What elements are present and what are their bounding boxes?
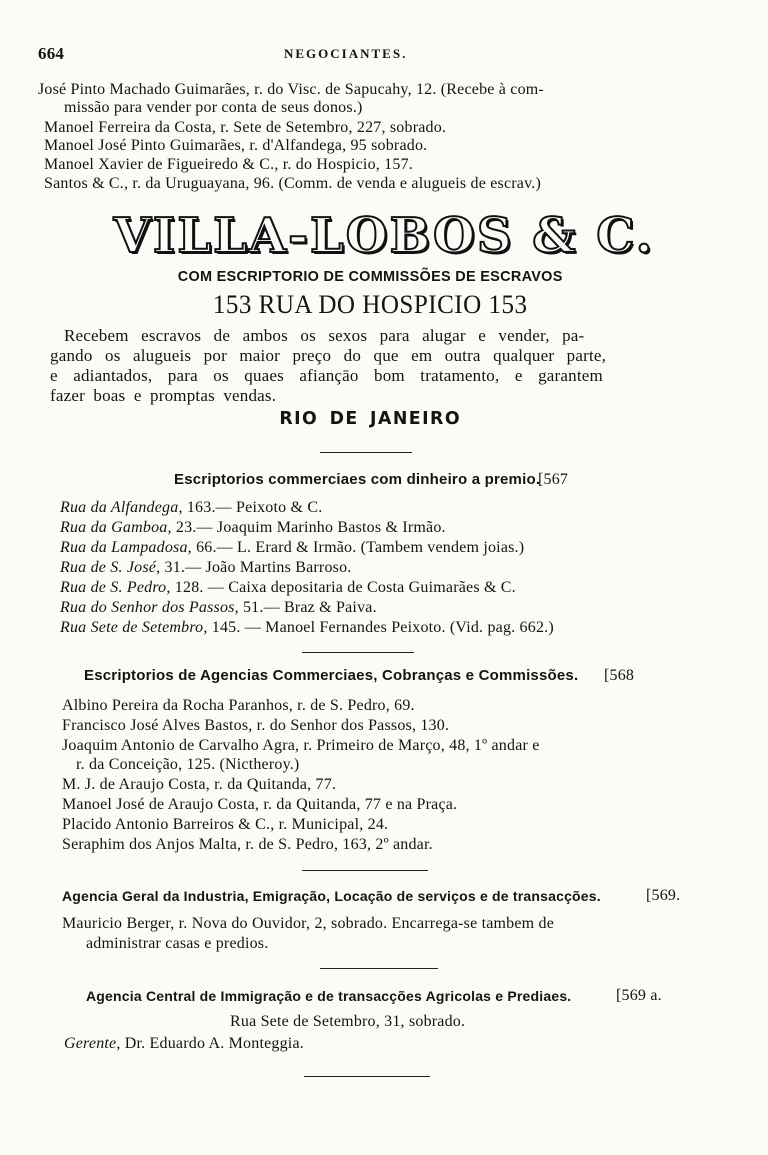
list-item: Manoel José de Araujo Costa, r. da Quitanda, 77 e na Praça. — [62, 796, 458, 813]
ad-city: RIO DE JANEIRO — [279, 408, 462, 429]
section-heading: Agencia Geral da Industria, Emigração, Locação de serviços e de transacções. — [62, 888, 601, 904]
entry-text: 128. — Caixa depositaria de Costa Guimarães & C. — [174, 579, 516, 596]
entry-text: 163.— Peixoto & C. — [186, 499, 323, 516]
section-number: [569. — [646, 887, 681, 904]
list-item: Manoel José Pinto Guimarães, r. d'Alfandega, 95 sobrado. — [44, 137, 428, 154]
list-item: administrar casas e predios. — [86, 935, 269, 952]
firm-name: VILLA-LOBOS & C. — [113, 208, 655, 264]
street-name: Rua de S. Pedro, — [60, 579, 171, 596]
ad-body-line: Recebem escravos de ambos os sexos para alugar e vender, pa- — [64, 326, 585, 345]
section-number: [567 — [538, 471, 569, 488]
entry-text: 31.— João Martins Barroso. — [164, 559, 352, 576]
section-heading: Escriptorios commerciaes com dinheiro a premio. — [174, 471, 541, 488]
agency-address: Rua Sete de Setembro, 31, sobrado. — [230, 1013, 466, 1030]
list-item: Francisco José Alves Bastos, r. do Senhor dos Passos, 130. — [62, 717, 450, 734]
entry-text: 51.— Braz & Paiva. — [242, 599, 377, 616]
entry-text: 23.— Joaquim Marinho Bastos & Irmão. — [175, 519, 446, 536]
list-item — [60, 498, 322, 518]
section-heading: Escriptorios de Agencias Commerciaes, Cobranças e Commissões. — [84, 667, 579, 684]
street-name: Rua da Lampadosa, — [60, 539, 192, 556]
list-item: Mauricio Berger, r. Nova do Ouvidor, 2, sobrado. Encarrega-se tambem de — [62, 915, 555, 932]
divider — [302, 870, 428, 871]
ad-address: 153 RUA DO HOSPICIO 153 — [212, 290, 528, 319]
ad-body-line: gando os alugueis por maior preço do que em outra qualquer parte, — [50, 346, 607, 365]
street-name: Rua Sete de Setembro, — [60, 619, 208, 636]
list-item: José Pinto Machado Guimarães, r. do Visc. de Sapucahy, 12. (Recebe à com- — [38, 81, 544, 98]
list-item — [60, 518, 446, 538]
entry-text: 66.— L. Erard & Irmão. (Tambem vendem joias.) — [196, 539, 525, 556]
list-item — [60, 558, 351, 578]
list-item: Albino Pereira da Rocha Paranhos, r. de S. Pedro, 69. — [62, 697, 415, 714]
list-item: Manoel Ferreira da Costa, r. Sete de Setembro, 227, sobrado. — [44, 119, 447, 136]
list-item: Santos & C., r. da Uruguayana, 96. (Comm. de venda e alugueis de escrav.) — [44, 175, 541, 192]
manager-line — [64, 1034, 304, 1054]
list-item: missão para vender por conta de seus donos.) — [64, 99, 363, 116]
list-item — [60, 598, 377, 618]
street-name: Rua de S. José, — [60, 559, 161, 576]
divider — [302, 652, 414, 653]
list-item — [60, 578, 516, 598]
divider — [320, 452, 412, 453]
list-item: M. J. de Araujo Costa, r. da Quitanda, 77. — [62, 776, 337, 793]
divider — [320, 968, 438, 969]
section-heading: Agencia Central de Immigração e de transacções Agricolas e Prediaes. — [86, 988, 572, 1004]
manager-name: Dr. Eduardo A. Monteggia. — [124, 1035, 304, 1052]
section-number: [568 — [604, 667, 635, 684]
divider — [304, 1076, 430, 1077]
list-item: Seraphim dos Anjos Malta, r. de S. Pedro, 163, 2º andar. — [62, 836, 433, 853]
running-title: NEGOCIANTES. — [284, 46, 408, 61]
page-number: 664 — [38, 44, 65, 63]
list-item: Manoel Xavier de Figueiredo & C., r. do Hospicio, 157. — [44, 156, 413, 173]
list-item — [60, 538, 524, 558]
street-name: Rua do Senhor dos Passos, — [60, 599, 239, 616]
street-name: Rua da Gamboa, — [60, 519, 172, 536]
manager-label: Gerente, — [64, 1035, 121, 1052]
list-item: Placido Antonio Barreiros & C., r. Municipal, 24. — [62, 816, 389, 833]
ad-subtitle: COM ESCRIPTORIO DE COMMISSÕES DE ESCRAVOS — [177, 268, 563, 285]
list-item — [60, 618, 554, 638]
section-number: [569 a. — [616, 987, 662, 1004]
ad-body-line: e adiantados, para os quaes afiançāo bom tratamento, e garantem — [50, 366, 603, 385]
ad-body-line: fazer boas e promptas vendas. — [50, 386, 277, 405]
list-item: Joaquim Antonio de Carvalho Agra, r. Primeiro de Março, 48, 1º andar e — [62, 737, 540, 754]
list-item: r. da Conceição, 125. (Nictheroy.) — [76, 756, 300, 773]
entry-text: 145. — Manoel Fernandes Peixoto. (Vid. pag. 662.) — [211, 619, 554, 636]
street-name: Rua da Alfandega, — [60, 499, 183, 516]
